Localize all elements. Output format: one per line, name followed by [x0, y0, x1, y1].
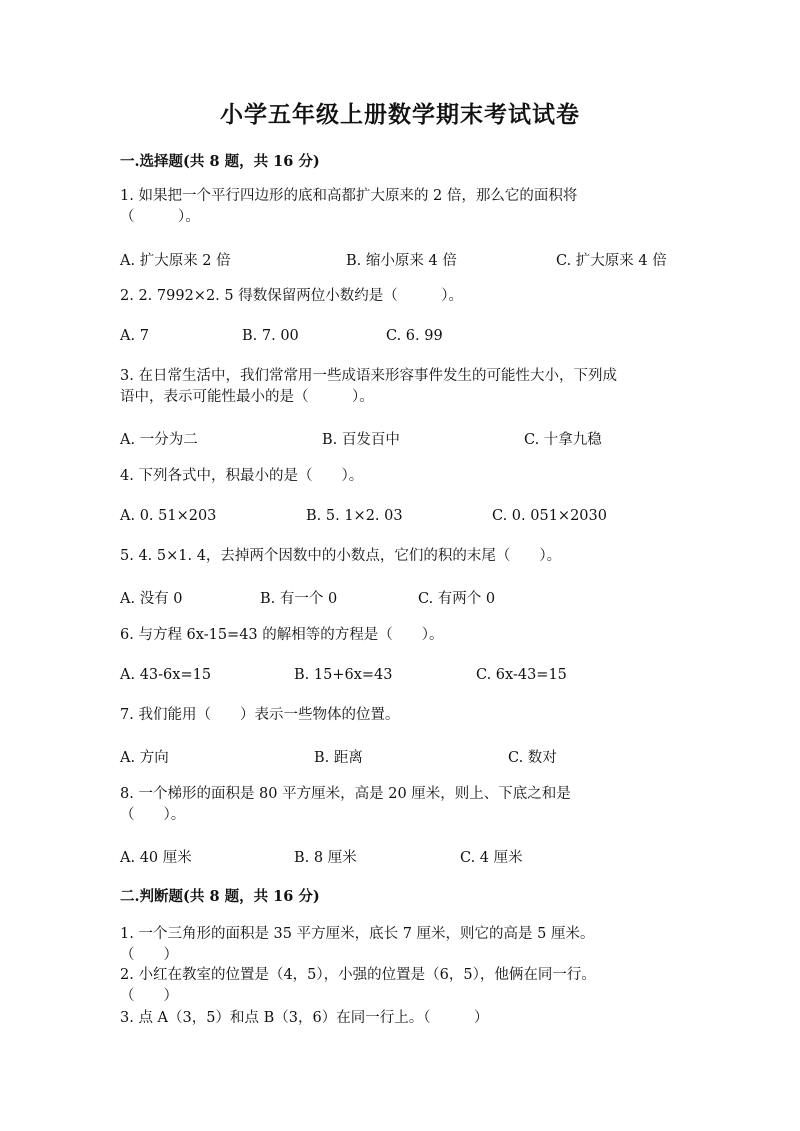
- option-b: B. 15+6x=43: [294, 667, 393, 683]
- choice-section-header: 一.选择题(共 8 题，共 16 分): [120, 153, 320, 170]
- judge-question-1: [120, 924, 690, 966]
- choice-options-6: [120, 667, 720, 687]
- question-line: 6. 与方程 6x-15=43 的解相等的方程是（ ）。: [120, 627, 444, 643]
- option-b: B. 百发百中: [322, 432, 400, 448]
- choice-question-8: [120, 784, 690, 826]
- question-line: 8. 一个梯形的面积是 80 平方厘米，高是 20 厘米，则上、下底之和是: [120, 786, 571, 802]
- choice-question-3: [120, 366, 690, 408]
- question-line: 1. 一个三角形的面积是 35 平方厘米，底长 7 厘米，则它的高是 5 厘米。: [120, 926, 595, 942]
- option-a: A. 一分为二: [120, 432, 198, 448]
- choice-options-1: [120, 249, 720, 269]
- choice-question-1: [120, 186, 690, 228]
- question-line: （ ）: [120, 947, 178, 963]
- option-b: B. 距离: [314, 750, 363, 766]
- option-c: C. 6x-43=15: [476, 667, 567, 683]
- option-c: C. 0. 051×2030: [492, 508, 607, 524]
- choice-options-3: [120, 428, 720, 448]
- option-c: C. 有两个 0: [418, 591, 496, 607]
- option-c: C. 十拿九稳: [524, 432, 602, 448]
- question-line: 语中，表示可能性最小的是（ ）。: [120, 389, 374, 405]
- option-a: A. 43-6x=15: [120, 667, 212, 683]
- option-a: A. 40 厘米: [120, 850, 192, 866]
- choice-question-2: [120, 286, 690, 307]
- page-title: 小学五年级上册数学期末考试试卷: [220, 101, 580, 128]
- choice-options-7: [120, 746, 720, 766]
- choice-question-5: [120, 546, 690, 567]
- option-b: B. 7. 00: [242, 328, 299, 344]
- question-line: （ ）。: [120, 209, 200, 225]
- option-b: B. 8 厘米: [294, 850, 357, 866]
- option-a: A. 7: [120, 328, 149, 344]
- question-line: 4. 下列各式中，积最小的是（ ）。: [120, 468, 364, 484]
- choice-options-8: [120, 846, 720, 866]
- choice-options-2: [120, 328, 720, 348]
- question-line: （ ）。: [120, 807, 186, 823]
- question-line: 7. 我们能用（ ）表示一些物体的位置。: [120, 707, 400, 723]
- question-line: 3. 点 A（3，5）和点 B（3，6）在同一行上。（ ）: [120, 1010, 489, 1026]
- option-c: C. 数对: [508, 750, 557, 766]
- option-c: C. 6. 99: [386, 328, 443, 344]
- question-line: 5. 4. 5×1. 4，去掉两个因数中的小数点，它们的积的末尾（ ）。: [120, 548, 562, 564]
- option-b: B. 缩小原来 4 倍: [346, 253, 457, 269]
- question-line: 1. 如果把一个平行四边形的底和高都扩大原来的 2 倍，那么它的面积将: [120, 188, 578, 204]
- option-a: A. 扩大原来 2 倍: [120, 253, 231, 269]
- option-a: A. 没有 0: [120, 591, 183, 607]
- option-b: B. 5. 1×2. 03: [306, 508, 403, 524]
- question-line: （ ）: [120, 988, 178, 1004]
- choice-question-6: [120, 625, 690, 646]
- option-a: A. 方向: [120, 750, 169, 766]
- option-c: C. 扩大原来 4 倍: [556, 253, 667, 269]
- option-b: B. 有一个 0: [260, 591, 338, 607]
- option-c: C. 4 厘米: [460, 850, 523, 866]
- choice-options-5: [120, 587, 720, 607]
- choice-options-4: [120, 508, 720, 528]
- judge-section-header: 二.判断题(共 8 题，共 16 分): [120, 888, 320, 905]
- option-a: A. 0. 51×203: [120, 508, 217, 524]
- question-line: 2. 2. 7992×2. 5 得数保留两位小数约是（ ）。: [120, 288, 463, 304]
- question-line: 2. 小红在教室的位置是（4，5），小强的位置是（6，5），他俩在同一行。: [120, 967, 596, 983]
- judge-question-3: [120, 1008, 690, 1029]
- judge-question-2: [120, 965, 690, 1007]
- choice-question-7: [120, 705, 690, 726]
- choice-question-4: [120, 466, 690, 487]
- question-line: 3. 在日常生活中，我们常常用一些成语来形容事件发生的可能性大小，下列成: [120, 368, 617, 384]
